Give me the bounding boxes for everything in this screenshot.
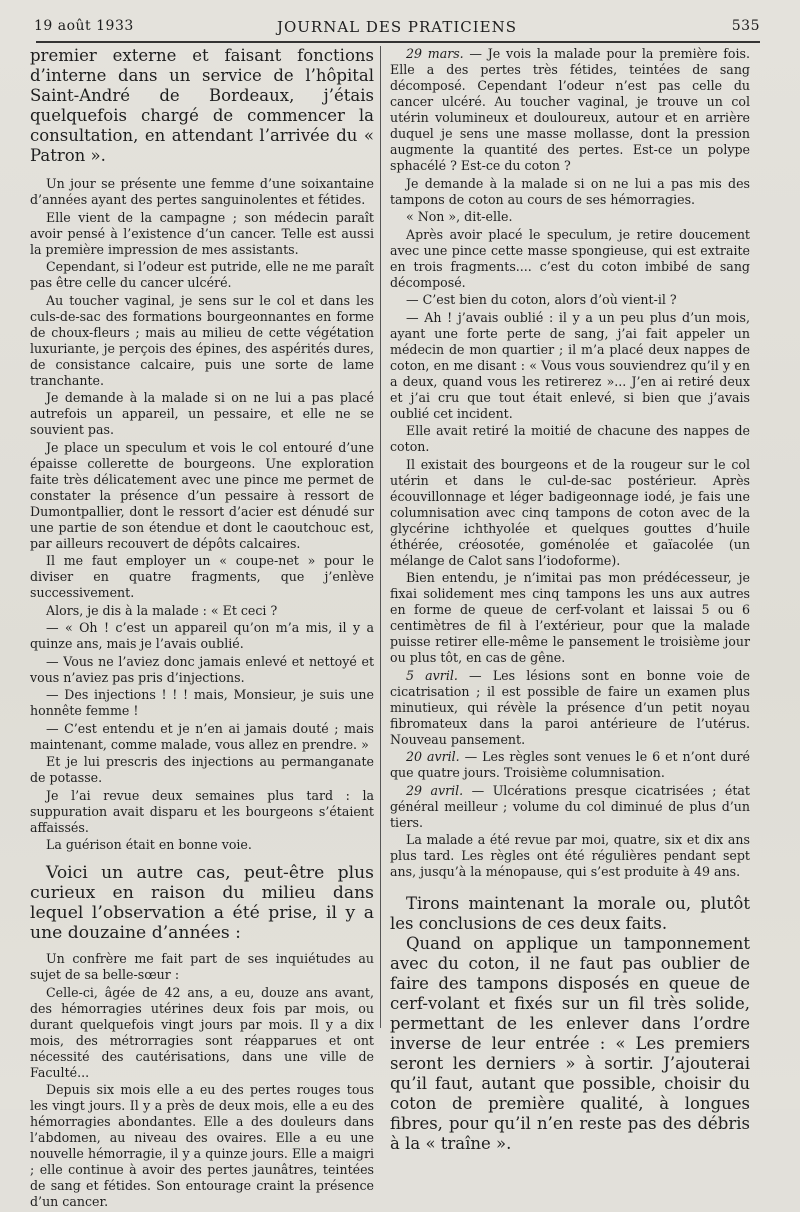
conclusion-paragraph: Tirons maintenant la morale ou, plutôt les conclusions de ces deux faits. <box>390 894 750 933</box>
paragraph: « Non », dit-elle. <box>406 209 513 224</box>
lead-paragraph: Voici un autre cas, peut-être plus curieux en raison du milieu dans lequel l’observation a été prise, il y a une douzaine d’années : <box>30 863 374 943</box>
paragraph: Elle vient de la campagne ; son médecin paraît avoir pensé à l’existence d’un cancer. Telle est aussi la première impression de mes assistants. <box>30 209 374 257</box>
dated-entry <box>390 749 750 781</box>
paragraph: Il me faut employer un « coupe-net » pour le diviser en quatre fragments, que j’enlève successivement. <box>30 553 374 600</box>
paragraph: Il existait des bourgeons et de la rougeur sur le col utérin et dans le cul-de-sac postérieur. Après écouvillonnage et léger badigeonnage iodé, je fais une columnisation avec cinq tampons de coton avec de la glycérine ichthyolée et quelques gouttes d’huile éthérée, créosotée, goménolée et gaïacolée (un mélange de Calot sans l’iodoforme). <box>390 456 750 568</box>
conclusion-paragraph: Quand on applique un tamponnement avec du coton, il ne faut pas oublier de faire des tampons disposés en queue de cerf-volant et fixés sur un fil très solide, permettant de les enlever dans l’ordre inverse de leur entrée : « Les premiers seront les derniers » à sortir. J’ajouterai qu’il faut, autant que possible, choisir du coton de première qualité, à longues fibres, pour qu’il n’en reste pas des débris à la « traîne ». <box>390 934 750 1153</box>
entry-date: 20 avril. <box>406 749 460 764</box>
paragraph: Bien entendu, je n’imitai pas mon prédécesseur, je fixai solidement mes cinq tampons les uns aux autres en forme de queue de cerf-volant et laissai 5 ou 6 centimètres de fil à l’extérieur, pour que la malade puisse retirer elle-même le pansement le troisième jour ou plus tôt, en cas de gêne. <box>390 570 750 665</box>
paragraph: Et je lui prescris des injections au permanganate de potasse. <box>30 754 374 785</box>
paragraph: Je place un speculum et vois le col entouré d’une épaisse collerette de bourgeons. Une exploration faite très délicatement avec une pince me permet de constater la présence d’un pessaire à ressort de Dumontpallier, dont le ressort d’acier est dénudé sur une partie de son étendue et dont le caoutchouc est, par ailleurs recouvert de dépôts calcaires. <box>30 439 374 551</box>
paragraph: — C’est entendu et je n’en ai jamais douté ; mais maintenant, comme malade, vous allez en prendre. » <box>30 720 374 752</box>
paragraph: Je demande à la malade si on ne lui a pas mis des tampons de coton au cours de ses hémorragies. <box>390 175 750 207</box>
paragraph: Celle-ci, âgée de 42 ans, a eu, douze ans avant, des hémorragies utérines deux fois par mois, ou durant quelquefois vingt jours par mois. Il y a dix mois, des métrorragies sont réapparues et ont nécessité des cautérisations, dans une ville de Faculté... <box>30 984 374 1080</box>
paragraph: — Ah ! j’avais oublié : il y a un peu plus d’un mois, ayant une forte perte de sang, j’ai fait appeler un médecin de mon quartier ; il m’a placé deux nappes de coton, en me disant : « Vous vous souviendrez qu’il y en a deux, quand vous les retirerez »... J’en ai retiré deux et j’ai cru que tout était enlevé, si bien que j’avais oublié cet incident. <box>390 309 750 421</box>
paragraph: — Des injections ! ! ! mais, Monsieur, je suis une honnête femme ! <box>30 687 374 718</box>
paragraph: Au toucher vaginal, je sens sur le col et dans les culs-de-sac des formations bourgeonnantes en forme de choux-fleurs ; mais au milieu de cette végétation luxuriante, je perçois des épines, des aspérités dures, de consistance calcaire, puis une sorte de lame tranchante. <box>30 292 374 388</box>
paragraph: Cependant, si l’odeur est putride, elle ne me paraît pas être celle du cancer ulcéré. <box>30 259 374 290</box>
column-divider <box>380 46 381 1028</box>
dated-entry <box>390 668 750 748</box>
issue-date: 19 août 1933 <box>34 18 134 34</box>
entry-text: — Les lésions sont en bonne voie de cicatrisation ; il est possible de faire un examen plus minutieux, qui révèle la présence d’un petit noyau fibromateux dans la paroi antérieure de l’utérus. Nouveau pansement. <box>390 667 750 747</box>
page-number: 535 <box>731 18 760 34</box>
paragraph: Après avoir placé le speculum, je retire doucement avec une pince cette masse spongieuse, qui est extraite en trois fragments.... c’est du coton imbibé de sang décomposé. <box>390 226 750 290</box>
journal-title: JOURNAL DES PRATICIENS <box>276 18 518 36</box>
entry-date: 29 mars. <box>406 46 464 61</box>
paragraph: — C’est bien du coton, alors d’où vient-il ? <box>406 292 677 307</box>
right-column <box>390 46 750 1154</box>
paragraph: La malade a été revue par moi, quatre, six et dix ans plus tard. Les règles ont été régulières pendant sept ans, jusqu’à la ménopause, qui s’est produite à 49 ans. <box>390 832 750 879</box>
paragraph: Je l’ai revue deux semaines plus tard : la suppuration avait disparu et les bourgeons s’étaient affaissés. <box>30 787 374 835</box>
paragraph: premier externe et faisant fonctions d’interne dans un service de l’hôpital Saint-André de Bordeaux, j’étais quelquefois chargé de commencer la consultation, en attendant l’arrivée du « Patron ». <box>30 46 374 165</box>
header-rule <box>36 41 760 43</box>
dated-entry <box>390 46 750 174</box>
entry-text: — Ulcérations presque cicatrisées ; état général meilleur ; volume du col diminué de plus d’un tiers. <box>390 782 750 830</box>
entry-text: — Les règles sont venues le 6 et n’ont duré que quatre jours. Troisième columnisation. <box>390 749 751 780</box>
paragraph: Alors, je dis à la malade : « Et ceci ? <box>46 602 278 618</box>
paragraph: Un confrère me fait part de ses inquiétudes au sujet de sa belle-sœur : <box>30 951 374 982</box>
paragraph: — Vous ne l’aviez donc jamais enlevé et nettoyé et vous n’aviez pas pris d’injections. <box>30 653 374 685</box>
paragraph: Je demande à la malade si on ne lui a pas placé autrefois un appareil, un pessaire, et elle ne se souvient pas. <box>30 390 374 437</box>
paragraph: Un jour se présente une femme d’une soixantaine d’années ayant des pertes sanguinolentes et fétides. <box>30 176 374 207</box>
paragraph: — « Oh ! c’est un appareil qu’on m’a mis, il y a quinze ans, mais je l’avais oublié. <box>30 620 374 651</box>
left-column <box>30 46 374 1212</box>
paragraph: La guérison était en bonne voie. <box>46 837 252 852</box>
entry-date: 29 avril. <box>406 782 464 798</box>
paragraph: Depuis six mois elle a eu des pertes rouges tous les vingt jours. Il y a près de deux mois, elle a eu des hémorragies abondantes. Elle a des douleurs dans l’abdomen, au niveau des ovaires. Elle a eu une nouvelle hémorragie, il y a quinze jours. Elle a maigri ; elle continue à avoir des pertes jaunâtres, teintées de sang et fétides. Son entourage craint la présence d’un cancer. <box>30 1082 374 1209</box>
page-header <box>34 18 760 38</box>
entry-date: 5 avril. <box>406 667 458 683</box>
entry-text: — Je vois la malade pour la première fois. Elle a des pertes très fétides, teintées de sang décomposé. Cependant l’odeur n’est pas celle du cancer ulcéré. Au toucher vaginal, je trouve un col utérin volumineux et douloureux, autour et en arrière duquel je sens une masse mollasse, dont la pression augmente la quantité des pertes. Est-ce un polype sphacélé ? Est-ce du coton ? <box>390 46 750 173</box>
dated-entry <box>390 783 750 831</box>
paragraph: Elle avait retiré la moitié de chacune des nappes de coton. <box>390 423 750 454</box>
